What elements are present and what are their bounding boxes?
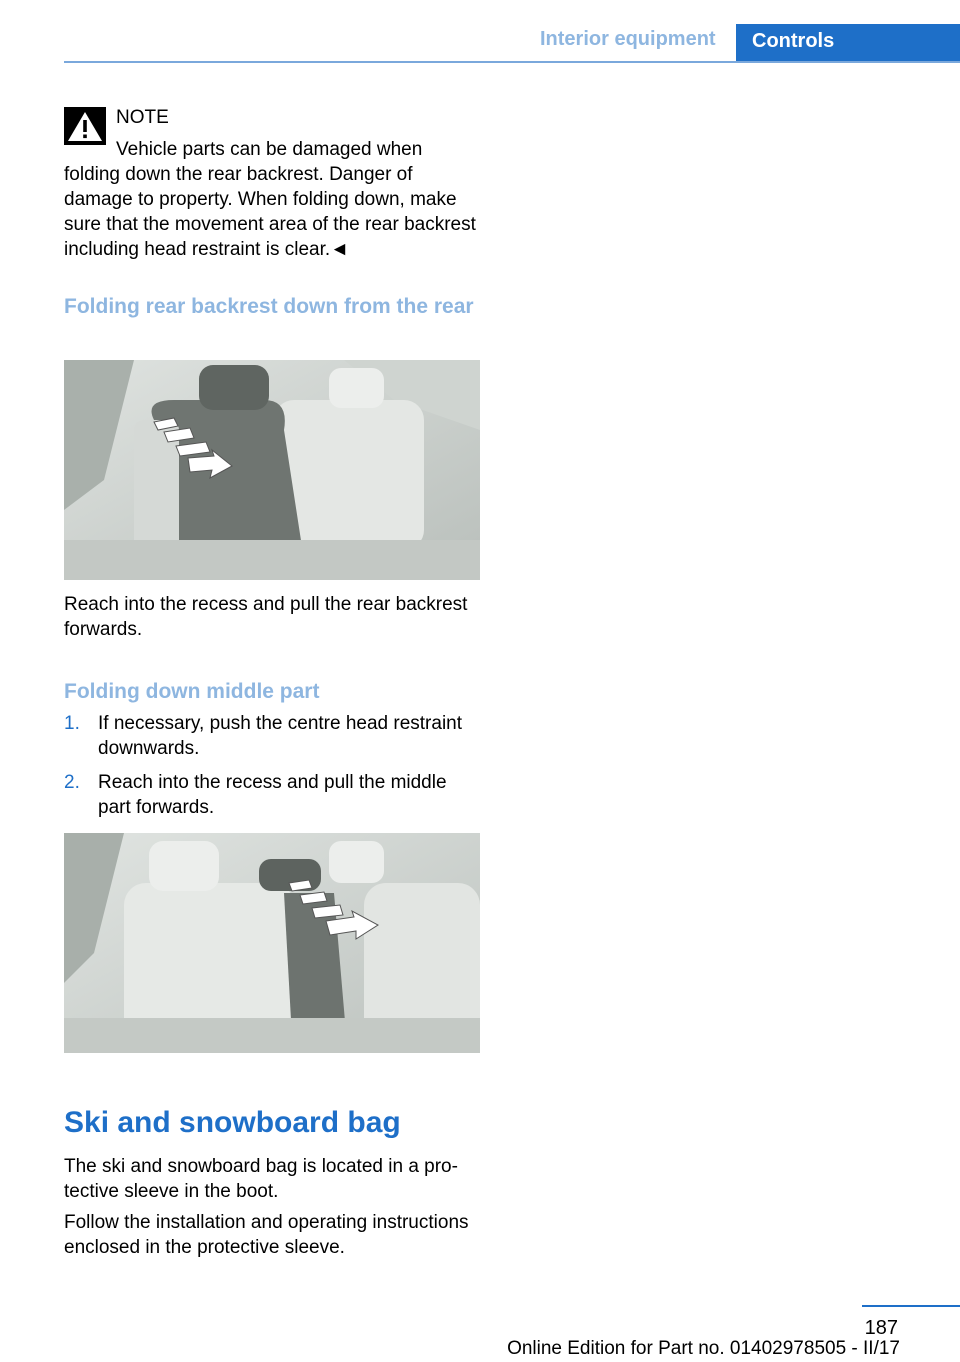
header-rule bbox=[64, 61, 960, 63]
note-label: NOTE bbox=[116, 107, 169, 128]
footer-rule bbox=[862, 1305, 960, 1307]
step-number: 1. bbox=[64, 713, 80, 734]
rear-backrest-illustration bbox=[64, 360, 480, 580]
warning-triangle-icon bbox=[64, 107, 106, 145]
step-number: 2. bbox=[64, 772, 80, 793]
page-header bbox=[0, 0, 960, 62]
page-number: 187 bbox=[864, 1317, 898, 1339]
heading-fold-middle: Folding down middle part bbox=[64, 680, 320, 703]
edition-note: Online Edition for Part no. 01402978505 - II/17 bbox=[507, 1338, 900, 1359]
photo-middle-part bbox=[64, 833, 480, 1053]
ski-bag-para-2: Follow the installation and operating instructions enclosed in the protective sleeve. bbox=[64, 1212, 469, 1258]
steps-fold-middle bbox=[64, 711, 482, 829]
caption-fold-from-rear: Reach into the recess and pull the rear backrest forwards. bbox=[64, 594, 468, 640]
photo-rear-backrest bbox=[64, 360, 480, 580]
header-chapter-tab bbox=[736, 24, 960, 62]
header-chapter-label: Controls bbox=[752, 30, 835, 52]
step-text: If necessary, push the centre head restraint downwards. bbox=[98, 713, 463, 759]
step-text: Reach into the recess and pull the middle part forwards. bbox=[98, 772, 447, 818]
note-text: folding down the rear backrest. Danger of damage to property. When folding down, make sure that the movement area of the rear backrest including head restraint is clear.◄ bbox=[64, 164, 476, 260]
ski-bag-para-1: The ski and snowboard bag is located in a protective sleeve in the boot. bbox=[64, 1156, 458, 1202]
middle-part-illustration bbox=[64, 833, 480, 1053]
list-item bbox=[64, 711, 482, 761]
heading-fold-from-rear: Folding rear backrest down from the rear bbox=[64, 295, 474, 318]
heading-ski-bag: Ski and snowboard bag bbox=[64, 1106, 401, 1139]
list-item bbox=[64, 770, 482, 820]
note-first-line: Vehicle parts can be damaged when bbox=[116, 139, 423, 160]
header-section-title: Interior equipment bbox=[540, 28, 716, 50]
